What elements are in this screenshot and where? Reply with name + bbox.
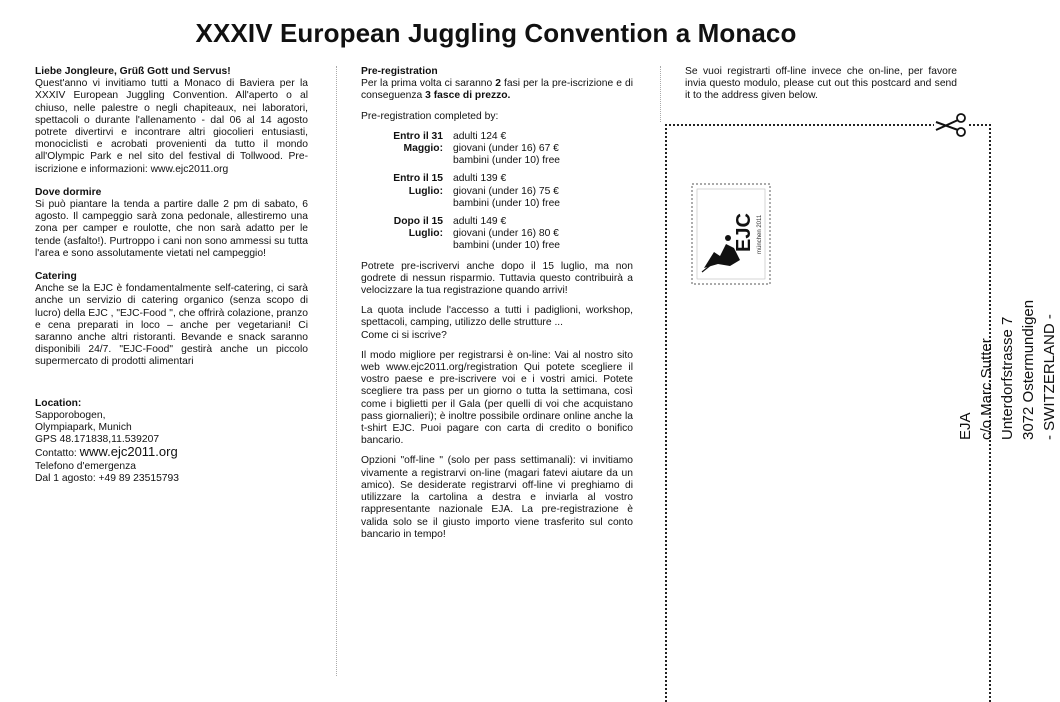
price-row: Entro il 31 Maggio: adulti 124 € giovani (under 16) 67 € bambini (under 10) free xyxy=(393,130,561,167)
offline-registration-text: Opzioni "off-line " (solo per pass settimanali): vi invitiamo vivamente a registrarvi on-line (magari fatevi aiutare da un amico). Se desiderate registrarvi off-line vi preghiamo di utilizzare la cartolina a destra e inviarla al vostro rappresentante nazionale EJA. La pre-registrazione è valida solo se il giusto importo viene trasferito sul conto bancario in tempo! xyxy=(361,455,633,540)
price-row: Entro il 15 Luglio: adulti 139 € giovani (under 16) 75 € bambini (under 10) free xyxy=(393,173,561,209)
catering-heading: Catering xyxy=(35,271,77,283)
greeting-text: Quest'anno vi invitiamo tutti a Monaco di Baviera per la XXXIV European Juggling Convention. All'aperto o al chiuso, nelle palestre o negli chapiteaux, nei laboratori, spettacoli o durante l'allenamento - dal 06 al 14 agosto potrete divertirvi e incontrare altri giocolieri entusiasti, monociclisti e acrobati provenienti da tutto il mondo all'Olympic Park e nel sito del festival di Tollwood. Pre-iscrizione e informazioni: www.ejc2011.org xyxy=(35,78,308,175)
stamp-logo-text: EJC xyxy=(733,213,755,252)
contact-website-link[interactable]: www.ejc2011.org xyxy=(79,444,178,460)
contact-line xyxy=(35,446,308,460)
fee-includes-text: La quota include l'accesso a tutti i padiglioni, workshop, spettacoli, camping, utilizzo delle strutture ... xyxy=(361,305,633,329)
address-line: - SWITZERLAND - xyxy=(1041,314,1058,440)
price-row: Dopo il 15 Luglio: adulti 149 € giovani (under 16) 80 € bambini (under 10) free xyxy=(393,216,561,252)
scissors-icon xyxy=(934,110,968,140)
price-table xyxy=(379,131,560,253)
location-line: Olympiapark, Munich xyxy=(35,422,132,434)
address-line: EJA xyxy=(957,412,974,440)
postal-address xyxy=(955,140,1060,440)
catering-text: Anche se la EJC è fondamentalmente self-catering, ci sarà anche un servizio di catering organico (senza scopo di lucro) della EJC , "EJC-Food ", che offrirà colazione, pranzo e cena preparati in loco – anche per vegetariani! Ci saranno anche altri ristoranti. Bevande e snack saranno disponibili 24/7. "EJC-Food" gestirà anche un piccolo supermercato di prodotti alimentari xyxy=(35,283,308,368)
sleep-heading: Dove dormire xyxy=(35,186,102,198)
stamp-logo-subtext: münchen 2011 xyxy=(757,214,763,254)
location-line: Sapporobogen, xyxy=(35,409,106,421)
prereg-heading: Pre-registration xyxy=(361,66,438,77)
emergency-label: Telefono d'emergenza xyxy=(35,460,136,472)
prereg-intro: Per la prima volta ci saranno 2 fasi per la pre-iscrizione e di conseguenza 3 fasce di prezzo. xyxy=(361,78,633,102)
postage-stamp xyxy=(690,182,772,286)
sleep-text: Si può piantare la tenda a partire dalle 2 pm di sabato, 6 agosto. Il campeggio sarà zona pedonale, allestiremo una zona per camper e roulotte, che non sarà adatto per le tende (asfalto!). Purtroppo i cani non sono ammessi su tutta l'area e sono assolutamente vietati nel campeggio! xyxy=(35,199,308,259)
location-line: GPS 48.171838,11.539207 xyxy=(35,434,160,446)
greeting-heading: Liebe Jongleure, Grüß Gott und Servus! xyxy=(35,66,231,77)
how-to-register-question: Come ci si iscrive? xyxy=(361,329,447,341)
column-divider xyxy=(660,66,661,122)
column-left xyxy=(35,66,308,485)
column-right xyxy=(685,66,957,111)
postcard-intro: Se vuoi registrarti off-line invece che on-line, per favore invia questo modulo, please cut out this postcard and send it to the address given below. xyxy=(685,66,957,102)
page-title: XXXIV European Juggling Convention a Monaco xyxy=(195,18,797,48)
online-registration-text: Il modo migliore per registrarsi è on-line: Vai al nostro sito web www.ejc2011.org/registration Qui potete scegliere il vostro paese e pre-iscrivere voi e i vostri amici. Potete scegliere tra pass per un giorno o tutta la settimana, così come i biglietti per il Gala (per quelli di voi che acquistano pass giornalieri); è inoltre possibile ordinare online anche la t-shirt EJC. Puoi pagare con carta di credito o bonifico bancario. xyxy=(361,349,633,447)
emergency-number: Dal 1 agosto: +49 89 23515793 xyxy=(35,472,179,484)
column-middle xyxy=(361,66,633,549)
address-line: 3072 Ostermundigen xyxy=(1020,299,1037,440)
column-divider xyxy=(336,66,337,676)
address-line: c/o Marc Sutter xyxy=(978,338,995,440)
location-heading: Location: xyxy=(35,397,82,409)
late-registration-text: Potrete pre-iscrivervi anche dopo il 15 luglio, ma non godrete di nessun risparmio. Tuttavia questo contribuirà a velocizzare la tua registrazione quando arrivi! xyxy=(361,260,633,297)
address-line: Unterdorfstrasse 7 xyxy=(999,316,1016,440)
contact-label: Contatto: xyxy=(35,448,80,460)
location-block xyxy=(35,398,308,485)
completed-by: Pre-registration completed by: xyxy=(361,110,499,122)
